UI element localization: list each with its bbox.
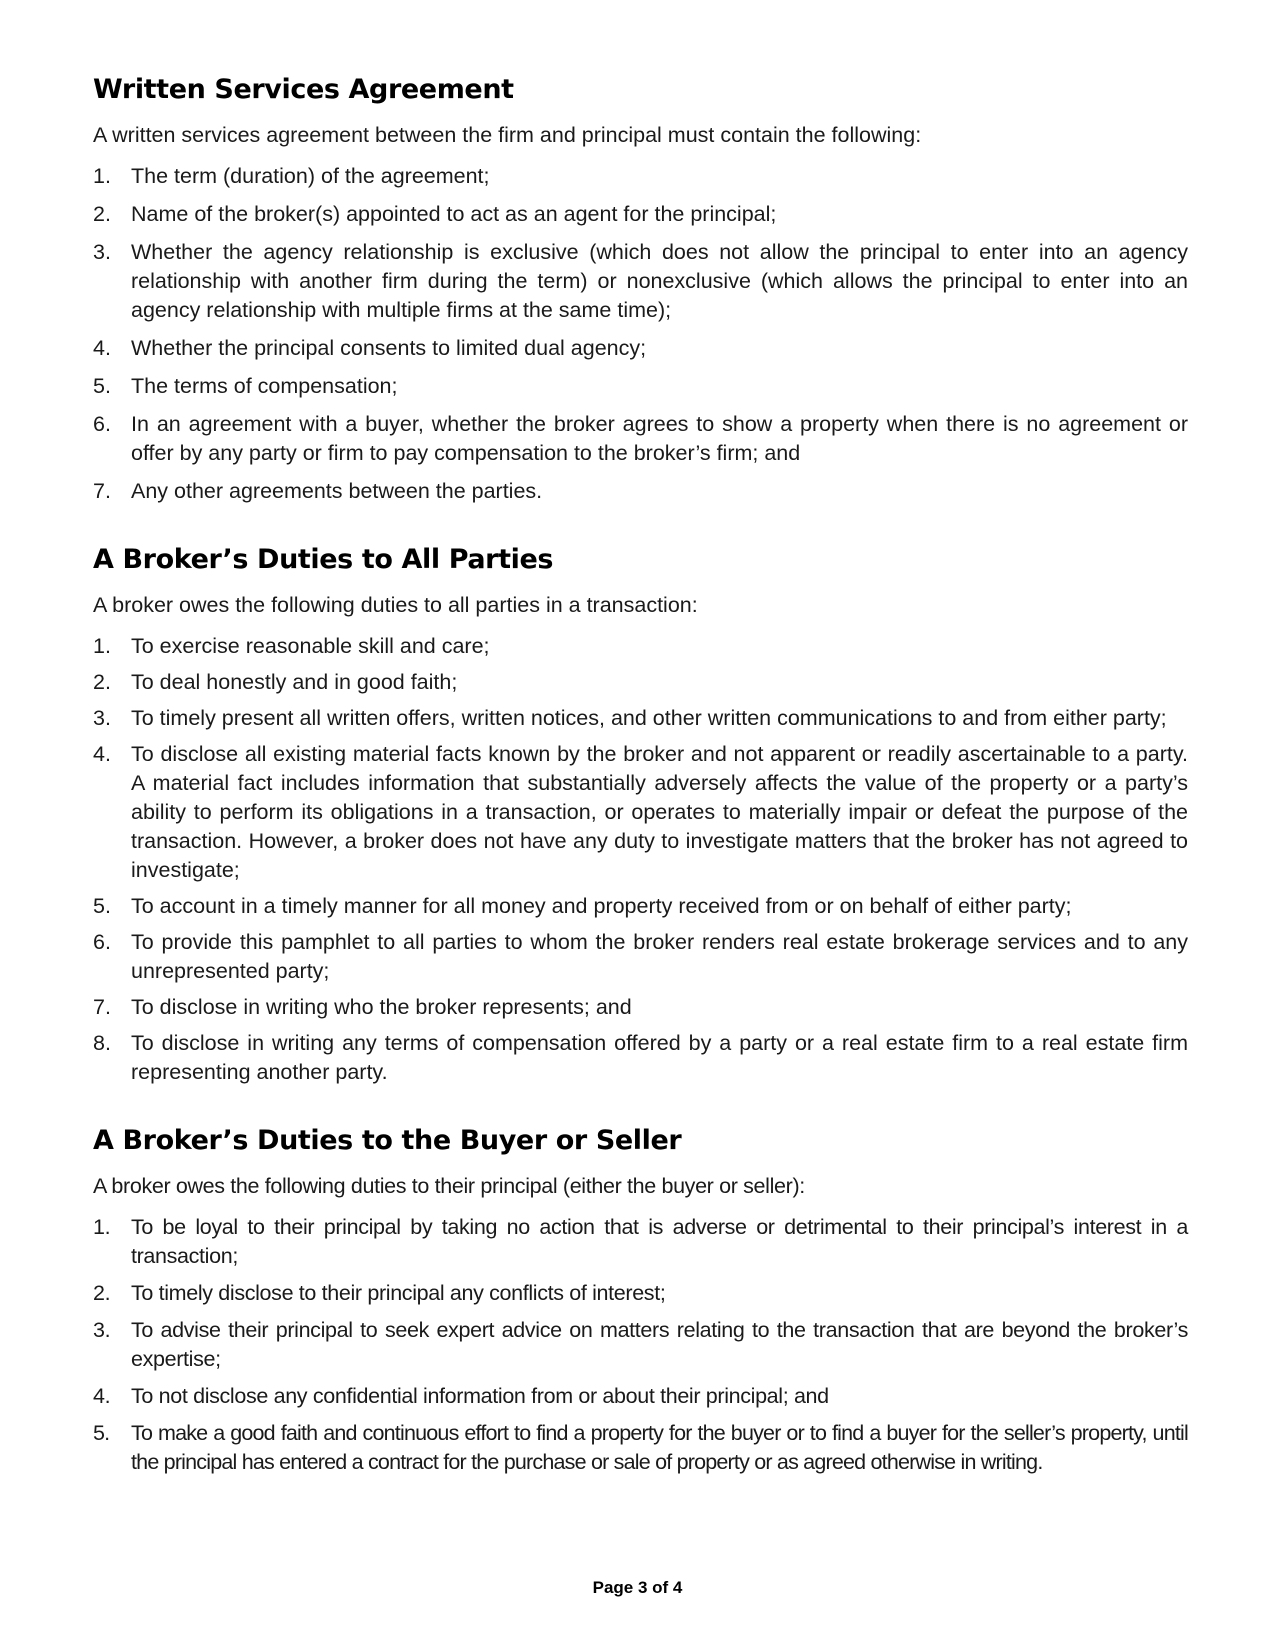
list-item	[93, 1382, 1188, 1411]
list-item-text: To account in a timely manner for all money and property received from or on behalf of either party;	[131, 894, 1072, 918]
list-number: 1.	[93, 1215, 111, 1239]
list-number: 1.	[93, 634, 111, 658]
list-item	[93, 162, 1188, 191]
list-item	[93, 1279, 1188, 1308]
list-item	[93, 477, 1188, 506]
list-item-text: Whether the agency relationship is exclusive (which does not allow the principal to enter into an agency relationship with another firm during the term) or nonexclusive (which allows the principal to enter into an agency relationship with multiple firms at the same time);	[131, 240, 1188, 322]
document-page	[93, 74, 1188, 1485]
section-heading: A Broker’s Duties to All Parties	[93, 544, 554, 575]
section-written-services-agreement	[93, 74, 1188, 506]
list-number: 8.	[93, 1031, 111, 1055]
list-item-text: To timely present all written offers, written notices, and other written communications to and from either party;	[131, 706, 1167, 730]
list-item	[93, 1029, 1188, 1087]
numbered-list	[93, 1213, 1188, 1477]
list-number: 4.	[93, 1384, 111, 1408]
list-item-text: To be loyal to their principal by taking no action that is adverse or detrimental to their principal’s interest in a transaction;	[131, 1215, 1188, 1268]
list-item-text: To deal honestly and in good faith;	[131, 670, 458, 694]
list-number: 5.	[93, 374, 111, 398]
section-intro: A written services agreement between the firm and principal must contain the following:	[93, 123, 922, 147]
list-item	[93, 993, 1188, 1022]
list-item-text: To disclose in writing who the broker represents; and	[131, 995, 632, 1019]
list-item	[93, 704, 1188, 733]
section-heading: Written Services Agreement	[93, 74, 514, 105]
list-item-text: To not disclose any confidential information from or about their principal; and	[131, 1384, 829, 1408]
list-number: 6.	[93, 412, 111, 436]
list-item-text: Name of the broker(s) appointed to act as an agent for the principal;	[131, 202, 777, 226]
list-item-text: To disclose all existing material facts known by the broker and not apparent or readily ascertainable to a party. A material fact includes information that substantially adversely affects the value of the property or a party’s ability to perform its obligations in a transaction, or operates to materially impair or defeat the purpose of the transaction. However, a broker does not have any duty to investigate matters that the broker has not agreed to investigate;	[131, 742, 1188, 882]
section-intro: A broker owes the following duties to their principal (either the buyer or seller):	[93, 1174, 805, 1198]
page-number-footer: Page 3 of 4	[592, 1578, 683, 1597]
section-duties-to-buyer-or-seller	[93, 1125, 1188, 1477]
list-item-text: In an agreement with a buyer, whether the broker agrees to show a property when there is no agreement or offer by any party or firm to pay compensation to the broker’s firm; and	[131, 412, 1188, 465]
list-number: 7.	[93, 479, 111, 503]
list-item	[93, 238, 1188, 325]
list-item	[93, 668, 1188, 697]
list-item	[93, 1213, 1188, 1271]
list-item-text: The term (duration) of the agreement;	[131, 164, 490, 188]
list-number: 3.	[93, 240, 111, 264]
list-item-text: To make a good faith and continuous effort to find a property for the buyer or to find a buyer for the seller’s property, until the principal has entered a contract for the purchase or sale of property or as agreed otherwise in writing.	[131, 1421, 1188, 1474]
numbered-list	[93, 162, 1188, 506]
list-item	[93, 928, 1188, 986]
list-item	[93, 1419, 1188, 1477]
section-intro: A broker owes the following duties to all parties in a transaction:	[93, 593, 698, 617]
list-item	[93, 892, 1188, 921]
list-number: 5.	[93, 894, 111, 918]
list-item-text: Any other agreements between the parties.	[131, 479, 543, 503]
list-item-text: The terms of compensation;	[131, 374, 398, 398]
list-item-text: To timely disclose to their principal any conflicts of interest;	[131, 1281, 666, 1305]
list-item-text: To provide this pamphlet to all parties to whom the broker renders real estate brokerage services and to any unrepresented party;	[131, 930, 1188, 983]
list-item	[93, 200, 1188, 229]
list-item-text: To advise their principal to seek expert advice on matters relating to the transaction that are beyond the broker’s expertise;	[131, 1318, 1188, 1371]
list-item-text: Whether the principal consents to limited dual agency;	[131, 336, 647, 360]
numbered-list	[93, 632, 1188, 1087]
list-number: 2.	[93, 1281, 111, 1305]
list-item	[93, 410, 1188, 468]
list-number: 6.	[93, 930, 111, 954]
list-number: 3.	[93, 1318, 111, 1342]
list-item	[93, 372, 1188, 401]
list-item	[93, 632, 1188, 661]
section-heading: A Broker’s Duties to the Buyer or Seller	[93, 1125, 682, 1156]
list-item	[93, 740, 1188, 885]
list-item	[93, 1316, 1188, 1374]
list-number: 4.	[93, 742, 111, 766]
list-number: 2.	[93, 670, 111, 694]
list-item-text: To exercise reasonable skill and care;	[131, 634, 490, 658]
section-duties-to-all-parties	[93, 544, 1188, 1087]
list-number: 5.	[93, 1421, 110, 1445]
list-item-text: To disclose in writing any terms of compensation offered by a party or a real estate firm to a real estate firm representing another party.	[131, 1031, 1188, 1084]
list-number: 7.	[93, 995, 111, 1019]
list-number: 2.	[93, 202, 111, 226]
list-item	[93, 334, 1188, 363]
list-number: 3.	[93, 706, 111, 730]
list-number: 4.	[93, 336, 111, 360]
list-number: 1.	[93, 164, 111, 188]
